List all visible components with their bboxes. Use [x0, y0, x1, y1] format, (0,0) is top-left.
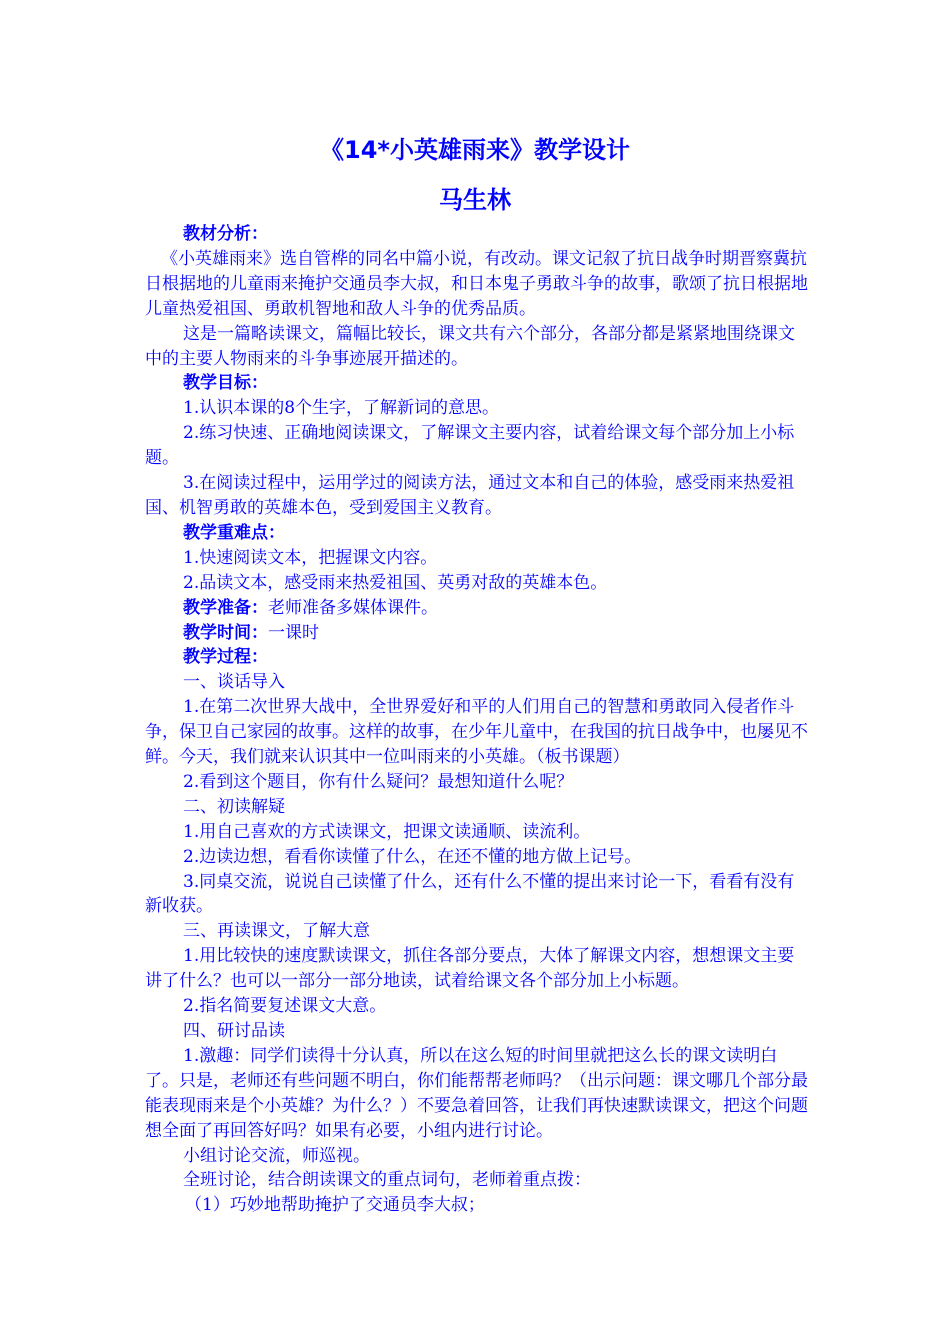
step-2-title: 二、初读解疑	[183, 796, 285, 817]
step-1-title: 一、谈话导入	[183, 672, 285, 693]
step-4-item-2: 小组讨论交流，师巡视。	[183, 1145, 370, 1166]
preparation-value: 老师准备多媒体课件。	[268, 597, 438, 618]
step-4-item-1: 1.激趣：同学们读得十分认真，所以在这么短的时间里就把这么长的课文读明白了。只是，老师还有些问题不明白，你们能帮帮老师吗？（出示问题：课文哪几个部分最能表现雨来是个小英雄？为什么？）不要急着回答，让我们再快速默读课文，把这个问题想全面了再回答好吗？如果有必要，小组内进行讨论。	[145, 1045, 808, 1141]
preparation-line	[145, 596, 810, 621]
goal-item-3: 3.在阅读过程中，运用学过的阅读方法，通过文本和自己的体验，感受雨来热爱祖国、机智勇敢的英雄本色，受到爱国主义教育。	[145, 473, 795, 518]
time-label: 教学时间：	[183, 622, 268, 643]
goals-heading: 教学目标：	[183, 373, 268, 394]
step-2-item-1: 1.用自己喜欢的方式读课文，把课文读通顺、读流利。	[183, 821, 591, 842]
document-body	[145, 222, 810, 1218]
time-line	[145, 621, 810, 646]
step-1-item-1: 1.在第二次世界大战中，全世界爱好和平的人们用自己的智慧和勇敢同入侵者作斗争，保卫自己家园的故事。这样的故事，在少年儿童中，在我国的抗日战争中，也屡见不鲜。今天，我们就来认识其中一位叫雨来的小英雄。（板书课题）	[145, 697, 808, 768]
step-2-item-3: 3.同桌交流，说说自己读懂了什么，还有什么不懂的提出来讨论一下，看看有没有新收获。	[145, 871, 795, 917]
goal-item-2: 2.练习快速、正确地阅读课文，了解课文主要内容，试着给课文每个部分加上小标题。	[145, 423, 795, 469]
key-point-1: 1.快速阅读文本，把握课文内容。	[183, 547, 438, 568]
analysis-paragraph-2: 这是一篇略读课文，篇幅比较长，课文共有六个部分，各部分都是紧紧地围绕课文中的主要人物雨来的斗争事迹展开描述的。	[145, 323, 795, 369]
step-3-item-1: 1.用比较快的速度默读课文，抓住各部分要点，大体了解课文内容，想想课文主要讲了什么？也可以一部分一部分地读，试着给课文各个部分加上小标题。	[145, 946, 795, 992]
step-4-item-3: 全班讨论，结合朗读课文的重点词句，老师着重点拨：	[183, 1170, 591, 1191]
document-title: 《14*小英雄雨来》教学设计	[320, 136, 630, 164]
key-points-heading: 教学重难点：	[183, 522, 285, 543]
step-4-title: 四、研讨品读	[183, 1021, 285, 1041]
step-3-title: 三、再读课文，了解大意	[183, 921, 370, 942]
key-point-2: 2.品读文本，感受雨来热爱祖国、英勇对敌的英雄本色。	[183, 572, 608, 593]
step-3-item-2: 2.指名简要复述课文大意。	[183, 996, 387, 1017]
preparation-label: 教学准备：	[183, 597, 268, 618]
process-heading: 教学过程：	[183, 647, 268, 668]
step-1-item-2: 2.看到这个题目，你有什么疑问？最想知道什么呢？	[183, 771, 574, 792]
time-value: 一课时	[268, 622, 319, 643]
analysis-paragraph-1: 《小英雄雨来》选自管桦的同名中篇小说，有改动。课文记叙了抗日战争时期晋察冀抗日根据地的儿童雨来掩护交通员李大叔，和日本鬼子勇敢斗争的故事，歌颂了抗日根据地儿童热爱祖国、勇敢机智地和敌人斗争的优秀品质。	[145, 248, 808, 319]
analysis-heading: 教材分析：	[183, 224, 268, 244]
step-4-item-4: （1）巧妙地帮助掩护了交通员李大叔；	[185, 1195, 485, 1216]
goal-item-1: 1.认识本课的8个生字，了解新词的意思。	[183, 398, 500, 419]
document-author: 马生林	[439, 186, 511, 214]
step-2-item-2: 2.边读边想，看看你读懂了什么，在还不懂的地方做上记号。	[183, 846, 642, 867]
